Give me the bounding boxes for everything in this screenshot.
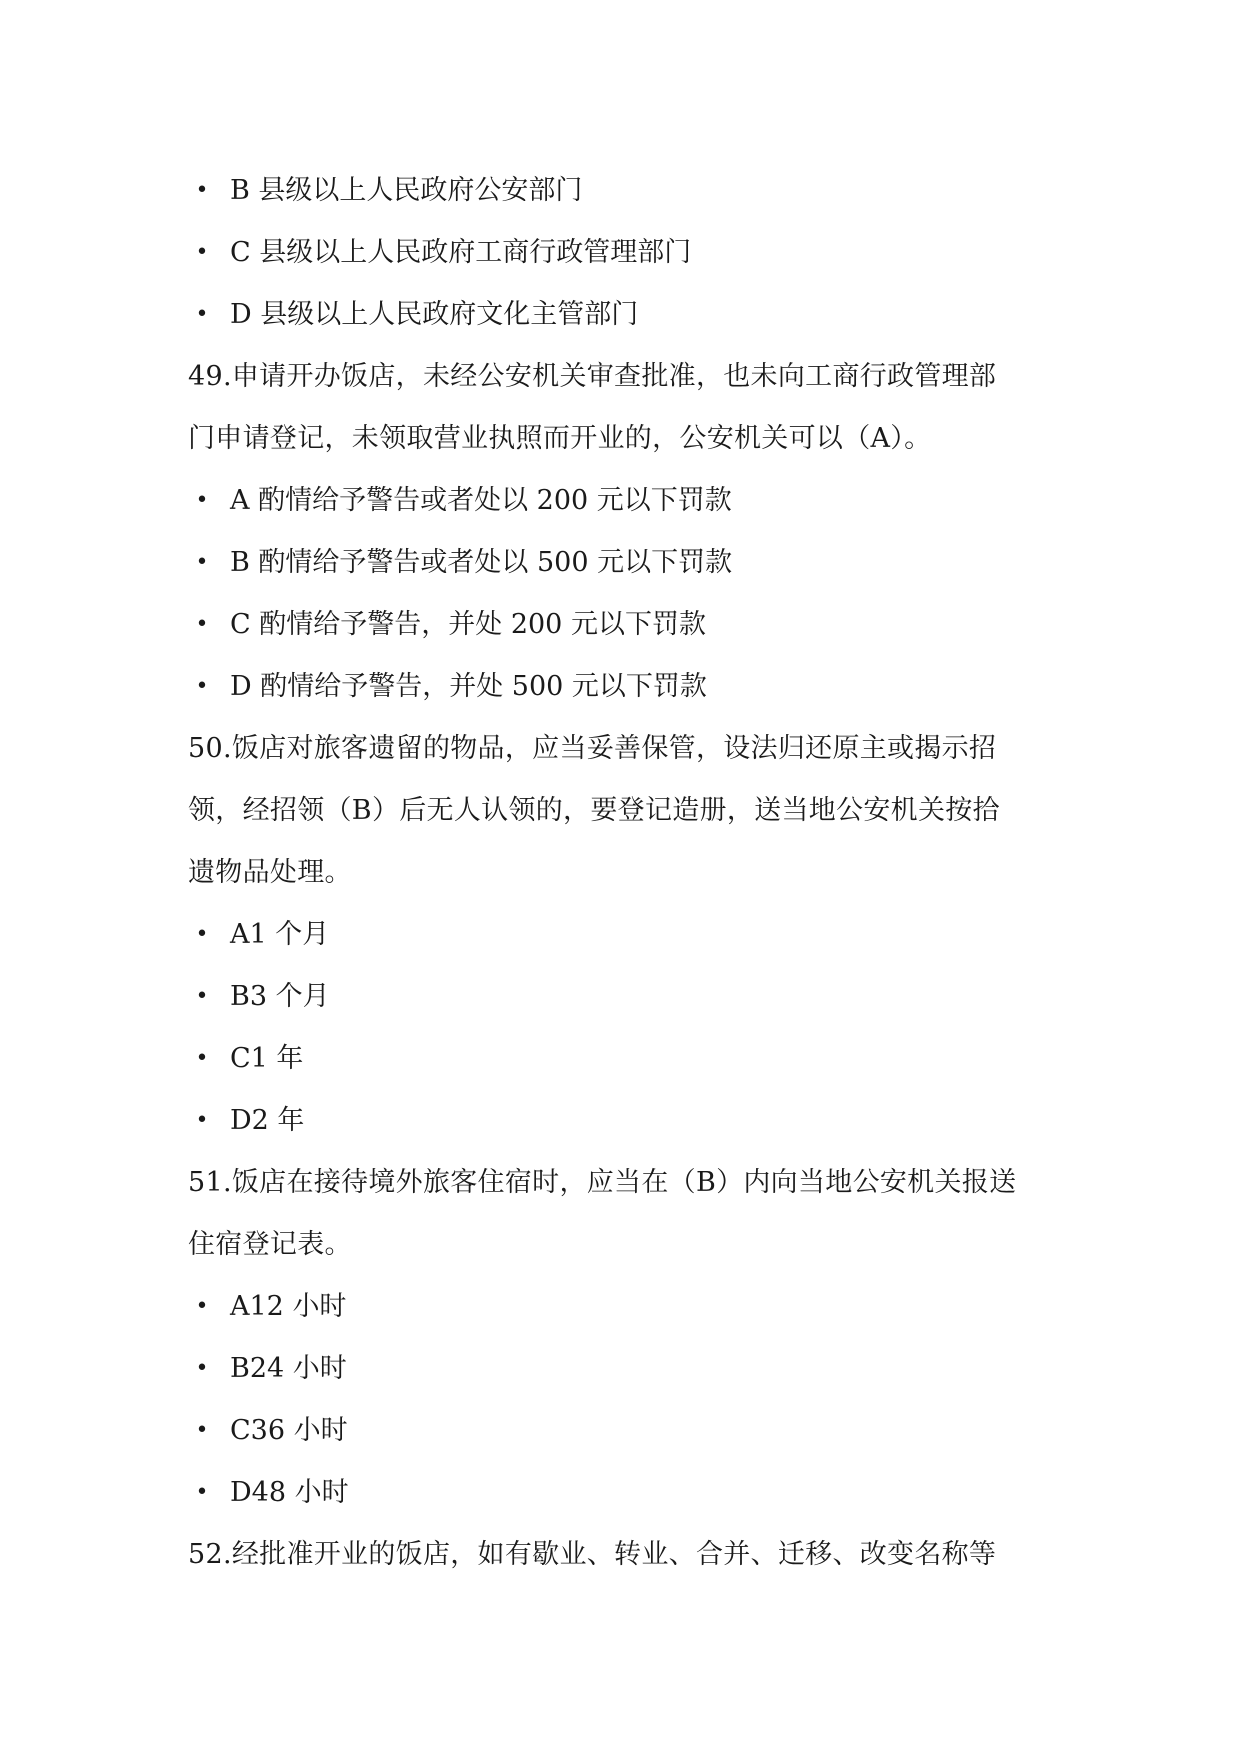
- question-line: 52.经批准开业的饭店，如有歇业、转业、合并、迁移、改变名称等: [188, 1539, 997, 1570]
- list-item: [188, 1400, 1060, 1462]
- question-line: 遗物品处理。: [188, 857, 352, 888]
- question-51: [188, 1152, 1060, 1276]
- question-49: [188, 346, 1060, 470]
- bullet-icon: •: [195, 984, 209, 1009]
- list-item: [188, 160, 1060, 222]
- option-text: A12 小时: [230, 1291, 347, 1322]
- question-50: [188, 718, 1060, 904]
- list-item: [188, 1028, 1060, 1090]
- bullet-icon: •: [195, 302, 209, 327]
- option-text: C36 小时: [230, 1415, 348, 1446]
- question-line: 50.饭店对旅客遗留的物品，应当妥善保管，设法归还原主或揭示招: [188, 733, 997, 764]
- list-item: [188, 1276, 1060, 1338]
- option-text: C 县级以上人民政府工商行政管理部门: [230, 237, 692, 268]
- list-item: [188, 470, 1060, 532]
- bullet-icon: •: [195, 1294, 209, 1319]
- list-item: [188, 656, 1060, 718]
- option-text: B 县级以上人民政府公安部门: [230, 175, 583, 206]
- option-text: D48 小时: [230, 1477, 349, 1508]
- list-item: [188, 532, 1060, 594]
- bullet-icon: •: [195, 612, 209, 637]
- option-text: A 酌情给予警告或者处以 200 元以下罚款: [230, 485, 732, 516]
- bullet-icon: •: [195, 1356, 209, 1381]
- question-line: 住宿登记表。: [188, 1229, 352, 1260]
- document-body: [188, 160, 1060, 1586]
- bullet-icon: •: [195, 674, 209, 699]
- list-item: [188, 904, 1060, 966]
- list-item: [188, 1462, 1060, 1524]
- option-text: D2 年: [230, 1105, 305, 1136]
- bullet-icon: •: [195, 1046, 209, 1071]
- option-text: B 酌情给予警告或者处以 500 元以下罚款: [230, 547, 733, 578]
- list-item: [188, 1090, 1060, 1152]
- bullet-icon: •: [195, 922, 209, 947]
- option-text: D 酌情给予警告，并处 500 元以下罚款: [230, 671, 707, 702]
- question-line: 门申请登记，未领取营业执照而开业的，公安机关可以（A）。: [188, 423, 932, 454]
- bullet-icon: •: [195, 1480, 209, 1505]
- bullet-icon: •: [195, 488, 209, 513]
- list-item: [188, 966, 1060, 1028]
- bullet-icon: •: [195, 240, 209, 265]
- option-text: C 酌情给予警告，并处 200 元以下罚款: [230, 609, 706, 640]
- question-line: 领，经招领（B）后无人认领的，要登记造册，送当地公安机关按拾: [188, 795, 1000, 826]
- list-item: [188, 222, 1060, 284]
- question-52: [188, 1524, 1060, 1586]
- list-item: [188, 1338, 1060, 1400]
- question-line: 49.申请开办饭店，未经公安机关审查批准，也未向工商行政管理部: [188, 361, 997, 392]
- option-text: B24 小时: [230, 1353, 347, 1384]
- option-text: D 县级以上人民政府文化主管部门: [230, 299, 639, 330]
- question-line: 51.饭店在接待境外旅客住宿时，应当在（B）内向当地公安机关报送: [188, 1167, 1017, 1198]
- bullet-icon: •: [195, 178, 209, 203]
- bullet-icon: •: [195, 1108, 209, 1133]
- option-text: B3 个月: [230, 981, 330, 1012]
- list-item: [188, 594, 1060, 656]
- list-item: [188, 284, 1060, 346]
- option-text: C1 年: [230, 1043, 304, 1074]
- bullet-icon: •: [195, 1418, 209, 1443]
- bullet-icon: •: [195, 550, 209, 575]
- option-text: A1 个月: [230, 919, 330, 950]
